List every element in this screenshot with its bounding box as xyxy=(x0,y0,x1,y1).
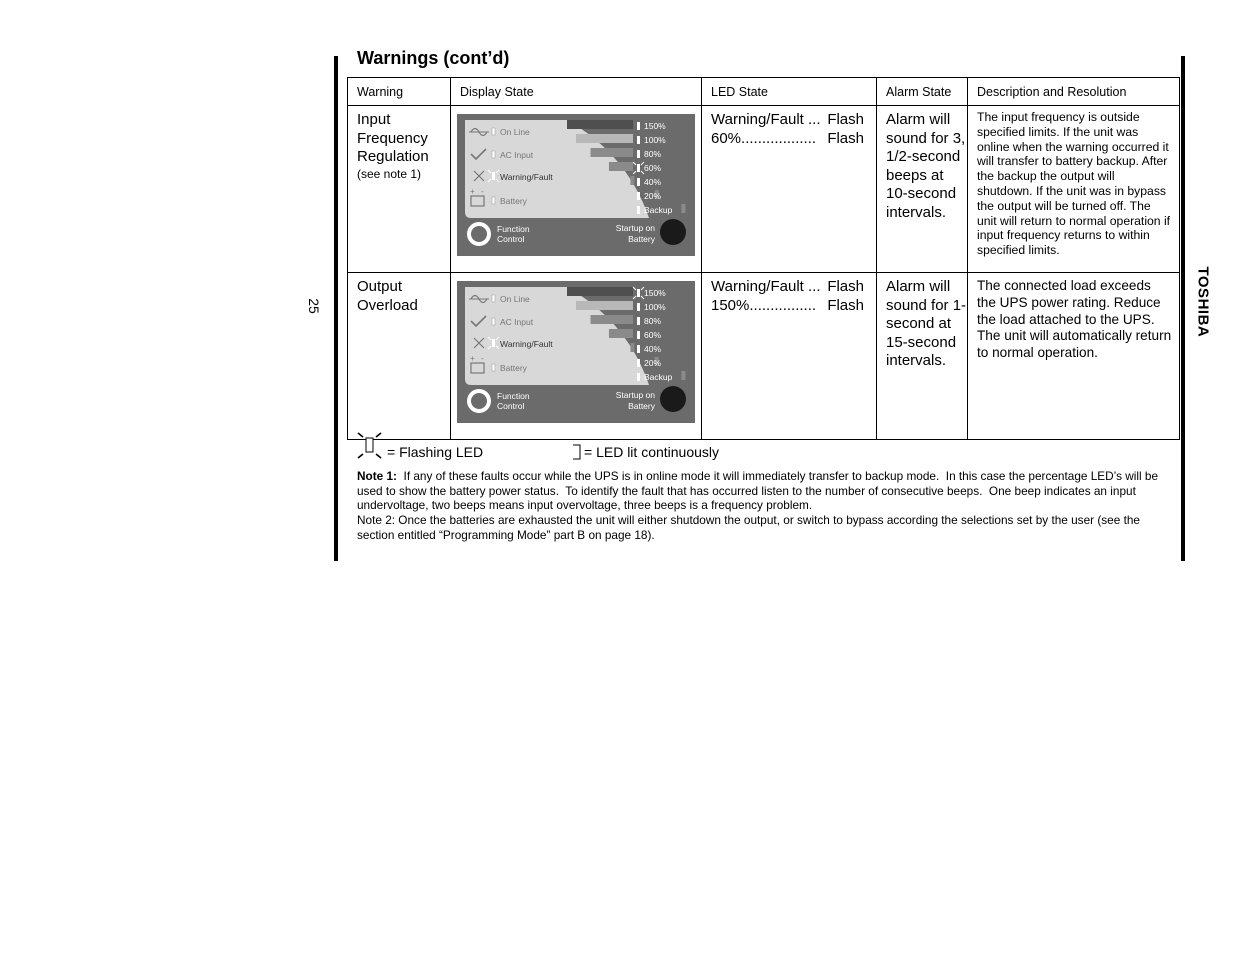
level-label: 80% xyxy=(644,149,662,159)
level-bar xyxy=(576,301,633,310)
level-led xyxy=(637,317,640,325)
led-state: Flash xyxy=(827,278,864,295)
status-label: Warning/Fault xyxy=(500,172,553,182)
note-1-text: If any of these faults occur while the UPS is in online mode it will immediately transfer to backup mode. In this case the percentage LED’s will be used to show the battery power status. To identify the fault that has occurred listen to the number of consecutive beeps. One beep indicates an input undervoltage, two beeps means input overvoltage, three beeps is a frequency problem. xyxy=(357,469,1162,513)
level-led-flashing xyxy=(637,164,640,172)
status-label: AC Input xyxy=(500,150,534,160)
level-label: Backup xyxy=(644,205,673,215)
notes-section xyxy=(357,469,1177,543)
status-label: On Line xyxy=(500,294,530,304)
warning-label: Output Overload xyxy=(357,278,418,314)
header-warning: Warning xyxy=(348,78,451,106)
legend-flashing xyxy=(357,432,483,460)
level-bar xyxy=(576,134,633,143)
status-led xyxy=(492,364,495,371)
level-label: 20% xyxy=(644,358,662,368)
level-label: 150% xyxy=(644,288,666,298)
header-description: Description and Resolution xyxy=(968,78,1180,106)
description-cell: The input frequency is outside specified limits. If the unit was online when the warning occurred it will transfer to battery backup. After the backup the output will shutdown. If the unit was in bypass the output will be turned off. The unit will return to normal operation if input frequency returns to within specified limits. xyxy=(968,106,1180,273)
continuous-led-icon xyxy=(571,443,583,461)
header-display-state: Display State xyxy=(451,78,702,106)
page-title: Warnings (cont’d) xyxy=(357,48,510,68)
status-led xyxy=(492,295,495,302)
level-led xyxy=(637,345,640,353)
status-led-flashing xyxy=(492,339,495,347)
legend-flashing-label: = Flashing LED xyxy=(387,444,484,460)
function-control-label: Function xyxy=(497,391,530,401)
warnings-table xyxy=(347,77,1180,440)
level-led xyxy=(637,122,640,130)
level-label: 60% xyxy=(644,330,662,340)
function-control-button-inner xyxy=(471,226,487,242)
table-row xyxy=(348,273,1180,440)
startup-label: Startup on xyxy=(615,223,655,233)
legend xyxy=(357,432,1177,462)
level-bar xyxy=(630,343,634,352)
note-1-label: Note 1: xyxy=(357,469,397,483)
led-state-cell xyxy=(702,273,877,440)
ups-display-panel-icon xyxy=(457,114,695,256)
level-label: 100% xyxy=(644,135,666,145)
level-led xyxy=(637,178,640,186)
level-led xyxy=(637,303,640,311)
level-led xyxy=(637,331,640,339)
level-bar xyxy=(609,329,633,338)
status-led xyxy=(492,128,495,135)
level-label: 40% xyxy=(644,177,662,187)
startup-label: Battery xyxy=(628,234,655,244)
right-border-bar xyxy=(1181,56,1185,561)
function-control-label: Control xyxy=(497,401,525,411)
left-border-bar xyxy=(334,56,338,561)
table-header-row xyxy=(348,78,1180,106)
level-bar xyxy=(591,148,633,157)
status-led xyxy=(492,197,495,204)
level-bar xyxy=(591,315,633,324)
level-bar xyxy=(681,371,685,380)
battery-plus: + xyxy=(470,354,475,363)
level-led xyxy=(637,150,640,158)
led-state: Flash xyxy=(827,296,864,314)
startup-label: Battery xyxy=(628,401,655,411)
level-bar xyxy=(567,120,633,129)
led-name: Warning/Fault ... xyxy=(711,278,821,295)
battery-minus: - xyxy=(481,354,484,363)
level-led xyxy=(637,206,640,214)
alarm-state-cell: Alarm will sound for 1-second at 15-second intervals. xyxy=(877,273,968,440)
led-line xyxy=(711,130,876,149)
startup-button xyxy=(660,386,686,412)
level-bar xyxy=(630,176,634,185)
led-state-cell xyxy=(702,106,877,273)
alarm-state-cell: Alarm will sound for 3, 1/2-second beeps at 10-second intervals. xyxy=(877,106,968,273)
warning-label: Input Frequency Regulation xyxy=(357,111,429,165)
level-bar xyxy=(681,204,685,213)
level-led xyxy=(637,136,640,144)
header-alarm-state: Alarm State xyxy=(877,78,968,106)
level-led-flashing xyxy=(637,289,640,297)
status-led-flashing xyxy=(492,172,495,180)
status-led xyxy=(492,318,495,325)
startup-label: Startup on xyxy=(615,390,655,400)
level-label: 150% xyxy=(644,121,666,131)
level-led xyxy=(637,359,640,367)
level-label: 40% xyxy=(644,344,662,354)
level-led xyxy=(637,373,640,381)
status-label: Battery xyxy=(500,363,527,373)
note-1 xyxy=(357,469,1177,513)
status-label: On Line xyxy=(500,127,530,137)
warning-cell xyxy=(348,273,451,440)
level-bar xyxy=(609,162,633,171)
level-led xyxy=(637,192,640,200)
status-label: AC Input xyxy=(500,317,534,327)
status-led xyxy=(492,151,495,158)
flashing-led-icon xyxy=(357,432,385,460)
battery-plus: + xyxy=(470,187,475,196)
status-label: Battery xyxy=(500,196,527,206)
display-state-cell xyxy=(451,106,702,273)
page-number: 25 xyxy=(305,298,322,314)
level-label: 80% xyxy=(644,316,662,326)
brand-name: TOSHIBA xyxy=(1194,266,1212,338)
table-row xyxy=(348,106,1180,273)
led-state: Flash xyxy=(827,129,864,147)
function-control-label: Function xyxy=(497,224,530,234)
function-control-label: Control xyxy=(497,234,525,244)
battery-minus: - xyxy=(481,187,484,196)
led-name: Warning/Fault ... xyxy=(711,111,821,128)
warning-cell xyxy=(348,106,451,273)
level-label: Backup xyxy=(644,372,673,382)
led-line xyxy=(711,297,876,316)
warning-note: (see note 1) xyxy=(357,166,422,181)
ups-display-panel-icon xyxy=(457,281,695,423)
note-2: Note 2: Once the batteries are exhausted the unit will either shutdown the output, or switch to bypass according the selections set by the user (see the section entitled “Programming Mode” part B on page 18). xyxy=(357,513,1140,542)
legend-continuous xyxy=(571,443,719,461)
led-name: 150%................ xyxy=(711,296,817,314)
led-state: Flash xyxy=(827,111,864,128)
function-control-button-inner xyxy=(471,393,487,409)
level-bar xyxy=(567,287,633,296)
header-led-state: LED State xyxy=(702,78,877,106)
level-label: 60% xyxy=(644,163,662,173)
level-label: 20% xyxy=(644,191,662,201)
description-cell: The connected load exceeds the UPS power rating. Reduce the load attached to the UPS. The unit will automatically return to normal operation. xyxy=(968,273,1180,440)
legend-continuous-label: = LED lit continuously xyxy=(584,444,720,460)
led-name: 60%.................. xyxy=(711,129,817,147)
startup-button xyxy=(660,219,686,245)
display-state-cell xyxy=(451,273,702,440)
level-label: 100% xyxy=(644,302,666,312)
led-line xyxy=(711,278,876,297)
status-label: Warning/Fault xyxy=(500,339,553,349)
led-line xyxy=(711,111,876,130)
